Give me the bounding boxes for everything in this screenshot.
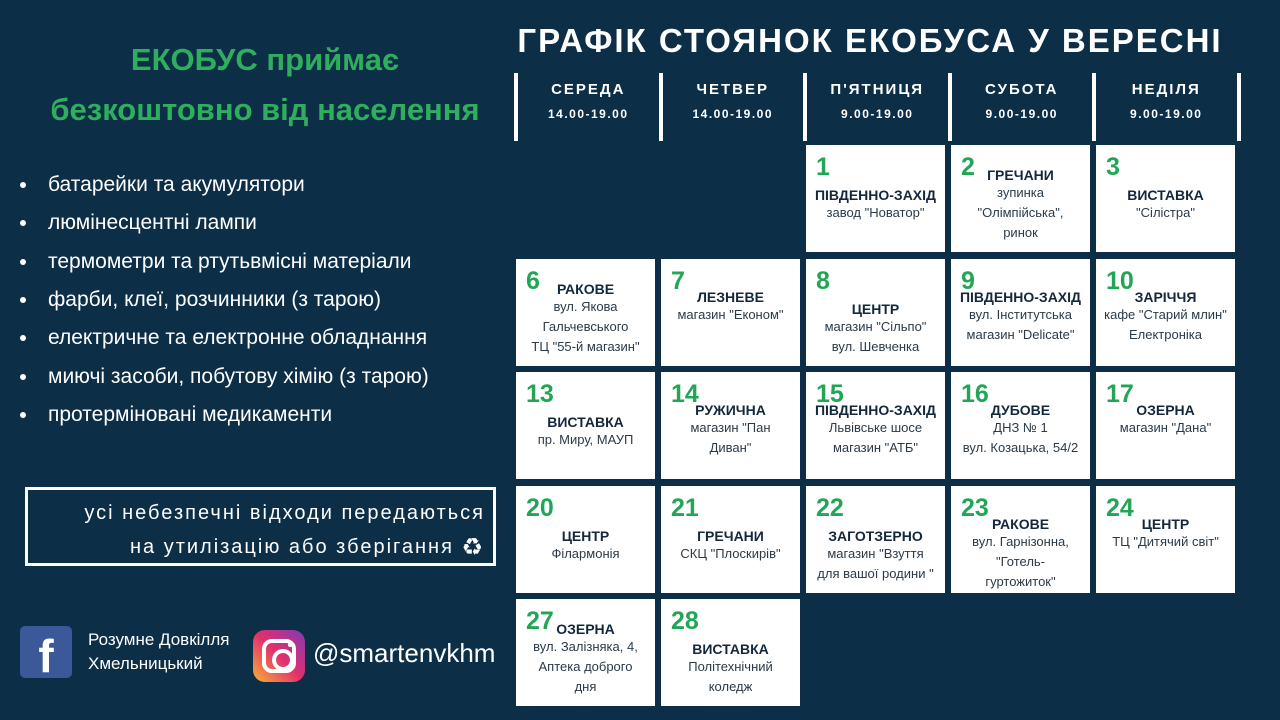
location-line: вул. Шевченка xyxy=(831,338,920,354)
schedule-cell xyxy=(661,486,800,593)
day-number: 15 xyxy=(816,380,844,408)
list-item xyxy=(20,396,429,434)
schedule-cell xyxy=(951,372,1090,479)
location-line: Львівське шосе xyxy=(828,420,923,435)
schedule-cell xyxy=(661,259,800,366)
schedule-cell xyxy=(806,372,945,479)
location-line: вул. Козацька, 54/2 xyxy=(962,440,1079,455)
district-name: ПІВДЕННО-ЗАХІД xyxy=(814,187,937,203)
district-name: ГРЕЧАНИ xyxy=(987,167,1054,183)
location-line: ДНЗ № 1 xyxy=(993,420,1048,435)
location-line: магазин "АТБ" xyxy=(832,440,919,455)
bullet-icon xyxy=(20,220,26,226)
district-name: ДУБОВЕ xyxy=(990,402,1051,418)
accepted-items-list xyxy=(20,166,429,434)
location-line: СКЦ "Плоскирів" xyxy=(680,545,781,561)
facebook-icon[interactable]: f xyxy=(20,626,72,678)
location-line: Політехнічний xyxy=(688,659,773,674)
district-name: ГРЕЧАНИ xyxy=(697,527,764,544)
schedule-cell xyxy=(1096,259,1235,366)
facebook-name-line-2: Хмельницький xyxy=(88,654,203,673)
list-item-label: фарби, клеї, розчинники (з тарою) xyxy=(48,288,381,312)
location-line: пр. Миру, МАУП xyxy=(537,432,634,447)
location-line: дня xyxy=(574,679,597,694)
weekday-column-header xyxy=(659,73,804,141)
district-name: ВИСТАВКА xyxy=(692,641,769,657)
weekday-hours: 14.00-19.00 xyxy=(547,107,629,121)
list-item-label: люмінесцентні лампи xyxy=(48,211,257,235)
weekday-hours: 14.00-19.00 xyxy=(692,107,774,121)
location-line: вул. Гарнізонна, xyxy=(972,533,1069,549)
schedule-cell xyxy=(516,599,655,706)
list-item-label: батарейки та акумулятори xyxy=(48,173,305,197)
location-line: магазин "Дана" xyxy=(1119,420,1212,435)
weekday-column-header xyxy=(514,73,659,141)
district-name: ЦЕНТР xyxy=(1141,515,1190,532)
location-line: "Олімпійська", xyxy=(977,205,1064,220)
location-line: "Сілістра" xyxy=(1136,205,1195,220)
location-line: Філармонія xyxy=(551,545,620,561)
location-line: гуртожиток" xyxy=(985,573,1056,589)
district-name: РАКОВЕ xyxy=(556,280,615,297)
location-line: магазин "Економ" xyxy=(677,306,784,322)
list-item-label: миючі засоби, побутову хімію (з тарою) xyxy=(48,364,429,388)
weekday-column-header xyxy=(948,73,1093,141)
bullet-icon xyxy=(20,182,26,188)
district-name: ПІВДЕННО-ЗАХІД xyxy=(959,288,1082,305)
schedule-cell xyxy=(516,259,655,366)
weekday-hours: 9.00-19.00 xyxy=(985,107,1058,121)
location-line: для вашої родини " xyxy=(817,565,934,581)
weekday-hours: 9.00-19.00 xyxy=(1130,107,1203,121)
weekday-column-header xyxy=(1092,73,1237,141)
day-number: 21 xyxy=(671,493,699,522)
district-name: РУЖИЧНА xyxy=(695,402,766,418)
list-item-label: термометри та ртутьвмісні матеріали xyxy=(48,249,412,273)
weekday-header xyxy=(514,73,1241,141)
weekday-name: НЕДІЛЯ xyxy=(1131,81,1201,98)
list-item xyxy=(20,319,429,357)
day-number: 28 xyxy=(671,607,699,635)
day-number: 14 xyxy=(671,380,699,408)
disposal-note-box xyxy=(25,487,496,566)
recycle-icon: ♻ xyxy=(461,533,485,561)
location-line: Диван" xyxy=(709,440,752,455)
district-name: РАКОВЕ xyxy=(991,515,1050,532)
location-line: зупинка xyxy=(997,185,1044,200)
day-number: 9 xyxy=(961,266,975,295)
bullet-icon xyxy=(20,374,26,380)
facebook-page-name[interactable] xyxy=(88,628,229,676)
list-item-label: протерміновані медикаменти xyxy=(48,402,333,426)
schedule-cell xyxy=(1096,486,1235,593)
weekday-column-header xyxy=(803,73,948,141)
schedule-cell xyxy=(661,599,800,706)
location-line: вул. Залізняка, 4, xyxy=(533,639,638,654)
schedule-grid xyxy=(516,145,1235,706)
day-number: 16 xyxy=(961,380,989,408)
location-line: магазин "Взуття xyxy=(827,545,924,561)
day-number: 13 xyxy=(526,380,554,408)
bullet-icon xyxy=(20,297,26,303)
bullet-icon xyxy=(20,335,26,341)
location-line: завод "Новатор" xyxy=(826,205,925,220)
location-line: Аптека доброго xyxy=(538,659,633,674)
weekday-name: СУБОТА xyxy=(985,81,1059,98)
day-number: 6 xyxy=(526,266,540,295)
note-line-1: усі небезпечні відходи передаються xyxy=(84,502,485,524)
list-item xyxy=(20,166,429,204)
headline-line-1: ЕКОБУС приймає xyxy=(130,42,400,77)
schedule-cell xyxy=(951,145,1090,252)
facebook-name-line-1: Розумне Довкілля xyxy=(88,630,230,649)
day-number: 3 xyxy=(1106,153,1120,181)
list-item xyxy=(20,243,429,281)
bullet-icon xyxy=(20,412,26,418)
district-name: ЦЕНТР xyxy=(851,300,900,317)
instagram-handle[interactable]: @smartenvkhm xyxy=(313,638,496,668)
location-line: вул. Якова xyxy=(553,298,618,314)
district-name: ЛЕЗНЕВЕ xyxy=(697,288,764,305)
list-item-label: електричне та електронне обладнання xyxy=(48,326,428,350)
district-name: ЦЕНТР xyxy=(561,527,610,544)
district-name: ПІВДЕННО-ЗАХІД xyxy=(814,402,937,418)
location-line: Електроніка xyxy=(1128,326,1202,342)
location-line: ринок xyxy=(1003,225,1038,240)
schedule-cell xyxy=(1096,372,1235,479)
note-line-2: на утилізацію або зберігання xyxy=(129,536,454,558)
location-line: Гальчевського xyxy=(542,318,629,334)
day-number: 24 xyxy=(1106,493,1134,522)
day-number: 20 xyxy=(526,493,554,522)
day-number: 2 xyxy=(961,153,975,181)
column-divider xyxy=(1237,73,1241,141)
location-line: вул. Інститутська xyxy=(968,306,1073,322)
schedule-cell xyxy=(516,486,655,593)
location-line: кафе "Старий млин" xyxy=(1104,306,1227,322)
schedule-cell xyxy=(661,372,800,479)
district-name: ВИСТАВКА xyxy=(1127,187,1204,203)
weekday-name: СЕРЕДА xyxy=(551,81,626,98)
day-number: 17 xyxy=(1106,380,1134,408)
location-line: ТЦ "55-й магазин" xyxy=(531,338,640,354)
weekday-name: П'ЯТНИЦЯ xyxy=(830,81,925,98)
day-number: 10 xyxy=(1106,266,1134,295)
location-line: "Готель- xyxy=(995,553,1046,569)
district-name: ВИСТАВКА xyxy=(547,414,624,430)
district-name: ОЗЕРНА xyxy=(1136,402,1195,418)
location-line: магазин "Пан xyxy=(690,420,771,435)
list-item xyxy=(20,281,429,319)
district-name: ЗАГОТЗЕРНО xyxy=(828,527,923,544)
district-name: ОЗЕРНА xyxy=(556,621,615,637)
location-line: ТЦ "Дитячий світ" xyxy=(1112,533,1219,549)
location-line: коледж xyxy=(708,679,753,694)
schedule-cell xyxy=(806,145,945,252)
day-number: 27 xyxy=(526,607,554,635)
schedule-cell xyxy=(951,259,1090,366)
day-number: 1 xyxy=(816,153,830,181)
location-line: магазин "Сільпо" xyxy=(824,318,927,334)
day-number: 22 xyxy=(816,493,844,522)
bullet-icon xyxy=(20,259,26,265)
schedule-cell xyxy=(806,486,945,593)
schedule-cell xyxy=(951,486,1090,593)
weekday-name: ЧЕТВЕР xyxy=(696,81,770,98)
list-item xyxy=(20,204,429,242)
instagram-icon[interactable] xyxy=(253,630,305,682)
schedule-title: ГРАФІК СТОЯНОК ЕКОБУСА У ВЕРЕСНІ xyxy=(517,22,1223,59)
list-item xyxy=(20,357,429,395)
day-number: 8 xyxy=(816,266,830,295)
day-number: 23 xyxy=(961,493,989,522)
weekday-hours: 9.00-19.00 xyxy=(841,107,914,121)
schedule-cell xyxy=(1096,145,1235,252)
schedule-cell xyxy=(516,372,655,479)
location-line: магазин "Delicate" xyxy=(966,326,1075,342)
district-name: ЗАРІЧЧЯ xyxy=(1134,288,1197,305)
headline-line-2: безкоштовно від населення xyxy=(50,92,480,127)
day-number: 7 xyxy=(671,266,685,295)
schedule-cell xyxy=(806,259,945,366)
